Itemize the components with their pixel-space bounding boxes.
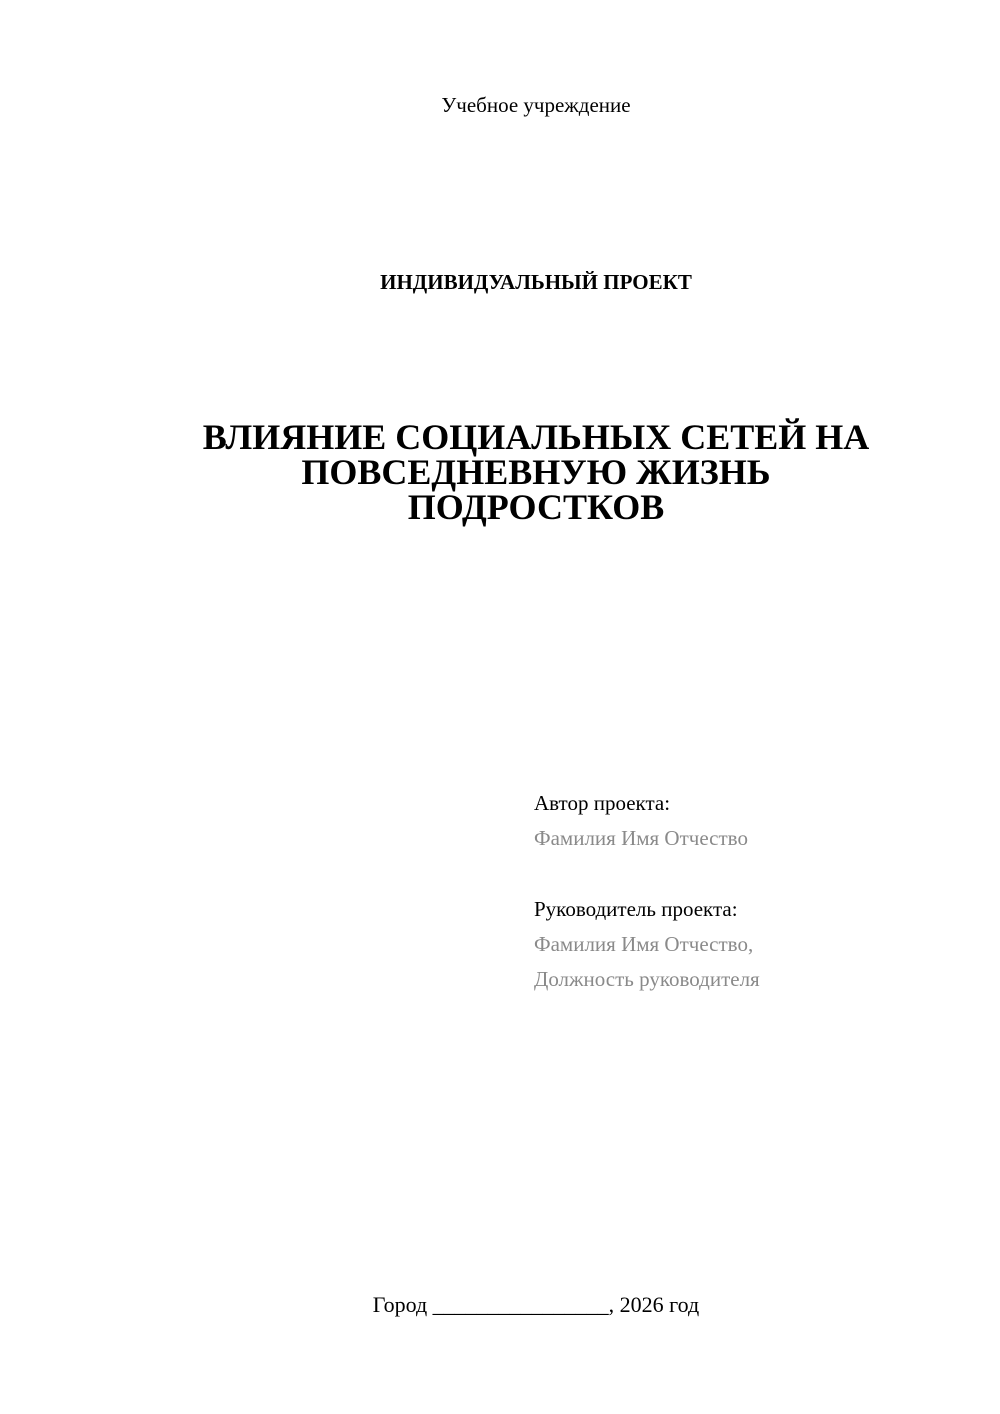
project-title-line-2: ПОВСЕДНЕВНУЮ ЖИЗНЬ: [301, 452, 771, 492]
supervisor-label: Руководитель проекта:: [534, 897, 738, 921]
author-name: Фамилия Имя Отчество: [534, 826, 748, 850]
institution-name: Учебное учреждение: [441, 93, 631, 117]
document-type: ИНДИВИДУАЛЬНЫЙ ПРОЕКТ: [380, 270, 692, 294]
project-title: [130, 417, 942, 527]
project-title-line-3: ПОДРОСТКОВ: [407, 487, 665, 527]
project-title-line-1: ВЛИЯНИЕ СОЦИАЛЬНЫХ СЕТЕЙ НА: [202, 417, 870, 457]
spacer: [534, 856, 974, 892]
author-label: Автор проекта:: [534, 791, 671, 815]
supervisor-position: Должность руководителя: [534, 967, 760, 991]
project-info: [534, 786, 974, 997]
city-year-line: Город ________________, 2026 год: [372, 1292, 700, 1317]
supervisor-name: Фамилия Имя Отчество,: [534, 932, 754, 956]
